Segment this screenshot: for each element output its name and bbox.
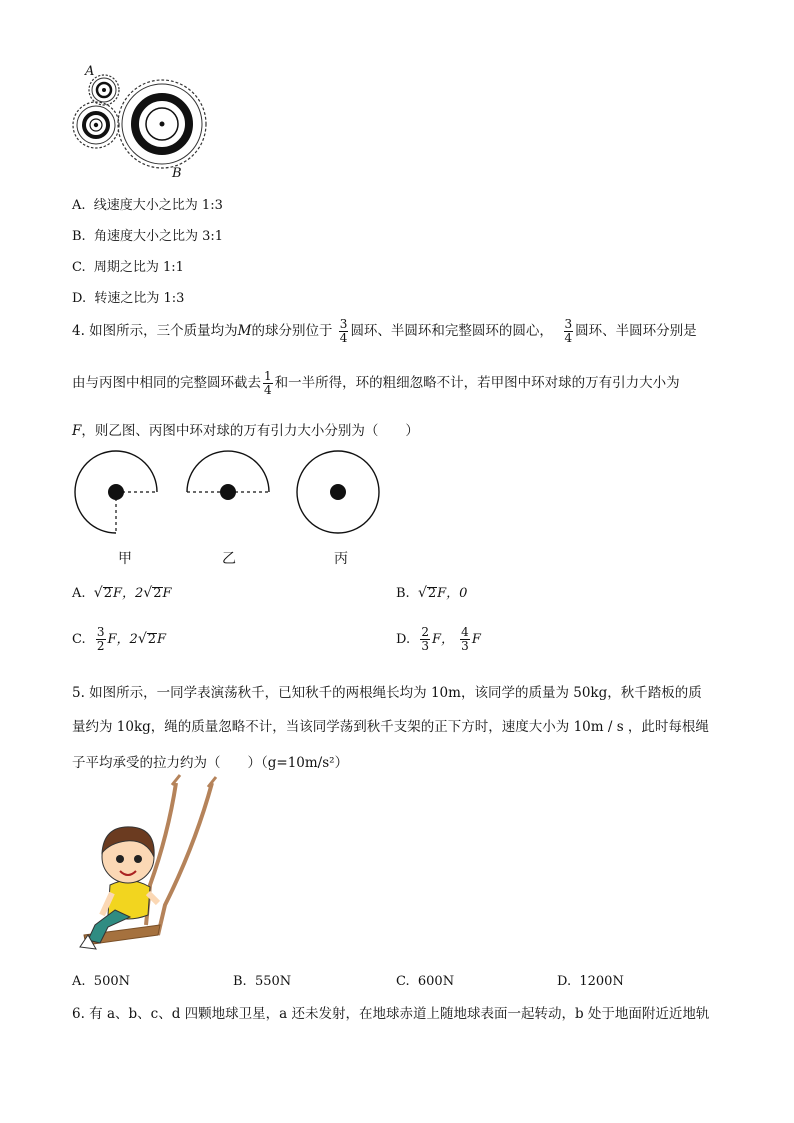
q3-option-b: B. 角速度大小之比为 3:1 [72, 229, 224, 244]
q4-line-3: F，则乙图、丙图中环对球的万有引力大小分别为（ ） [72, 423, 419, 439]
caption-yi: 乙 [222, 551, 236, 567]
q4-line-1: 4. 如图所示，三个质量均为M的球分别位于 $\frac{3}{4}$ 圆环、半圆环和完整圆环的圆心， $\frac{3}{4}$ 圆环、半圆环分别是 [72, 317, 697, 345]
swing-illustration [0, 775, 794, 975]
q3-option-d: D. 转速之比为 1:3 [72, 291, 185, 306]
gear-a [89, 75, 119, 105]
q5-line-1: 5. 如图所示，一同学表演荡秋千，已知秋千的两根绳长均为 10m，该同学的质量为 50kg，秋千踏板的质 [72, 685, 702, 701]
q5-option-d: D. 1200N [557, 974, 624, 989]
label-a: A [85, 64, 95, 79]
ring-figures [0, 445, 794, 565]
gear-diagram [0, 0, 794, 200]
q5-line-2: 量约为 10kg，绳的质量忽略不计，当该同学荡到秋千支架的正下方时，速度大小为 10m / s ，此时每根绳 [72, 719, 709, 735]
fraction-3-4: $\frac{3}{4}$ [564, 317, 573, 345]
fraction-1-4: $\frac{1}{4}$ [264, 369, 272, 397]
gear-b [118, 80, 206, 168]
q5-option-b: B. 550N [233, 974, 292, 989]
q4-option-a: A. √2F，2√2F [72, 585, 172, 601]
ring-three-quarter [75, 451, 157, 533]
q5-option-a: A. 500N [72, 974, 130, 989]
ring-full [297, 451, 379, 533]
label-b: B [172, 166, 182, 181]
q4-option-d: D. $\frac{2}{3}$ F， $\frac{4}{3}$ F [396, 625, 481, 653]
q5-option-c: C. 600N [396, 974, 455, 989]
q4-option-c: C. $\frac{3}{2}$ F，2√2F [72, 625, 167, 653]
caption-bing: 丙 [334, 551, 348, 567]
q3-option-a: A. 线速度大小之比为 1:3 [72, 198, 223, 213]
q4-line-2: 由与丙图中相同的完整圆环截去 $\frac{1}{4}$ 和一半所得，环的粗细忽略不计，若甲图中环对球的万有引力大小为 [72, 369, 680, 397]
q5-line-3: 子平均承受的拉力约为（ ）（g=10m/s²） [72, 755, 349, 771]
caption-jia: 甲 [118, 551, 132, 567]
fraction-3-4: $\frac{3}{4}$ [339, 317, 348, 345]
q6-line-1: 6. 有 a、b、c、d 四颗地球卫星，a 还未发射，在地球赤道上随地球表面一起转动，b 处于地面附近近地轨 [72, 1006, 710, 1022]
gear-left [73, 102, 119, 148]
q4-option-b: B. √2F，0 [396, 585, 468, 601]
q3-option-c: C. 周期之比为 1:1 [72, 260, 184, 275]
ring-half [187, 451, 269, 500]
